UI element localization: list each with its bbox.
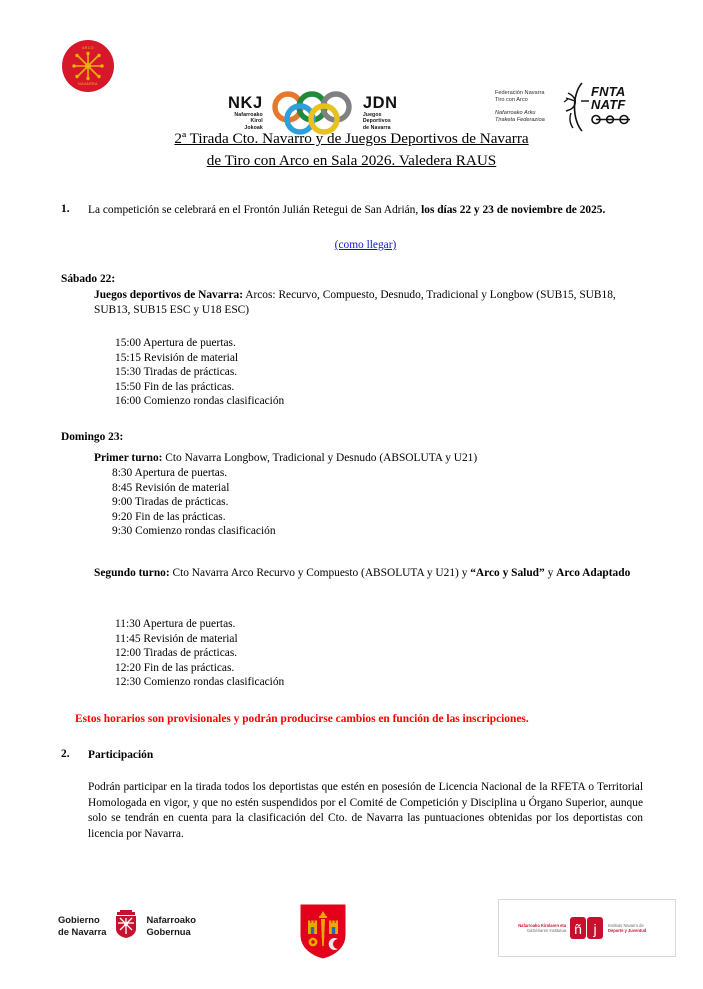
gobierno-eu-line-1: Nafarroako xyxy=(146,914,196,926)
fnta-es-line-2: Tiro con Arco xyxy=(495,96,528,103)
gobierno-es-line-2: de Navarra xyxy=(58,925,107,937)
gobierno-es-line-1: Gobierno xyxy=(58,914,100,926)
sunday-turno2-line xyxy=(94,566,643,581)
nkj-abbreviation: NKJ xyxy=(228,94,263,113)
archer-bow-icon xyxy=(560,80,590,134)
schedule-item: 8:30 Apertura de puertas. xyxy=(112,467,228,479)
nkj-line-2: Kirol xyxy=(250,118,263,125)
saturday-turno-text: Arcos: Recurvo, Compuesto, Desnudo, Tradicional y Longbow (SUB15, SUB18, SUB13, SUB15 ESC y U18 ESC) xyxy=(94,289,616,316)
sunday-turno2-label: Segundo turno: xyxy=(94,567,170,579)
jdn-abbreviation: JDN xyxy=(362,94,398,113)
saturday-turno-line xyxy=(94,288,647,317)
navarra-shield-icon xyxy=(112,907,140,944)
svg-text:j: j xyxy=(593,921,597,937)
jdn-line-3: de Navarra xyxy=(362,124,391,131)
schedule-item: 9:30 Comienzo rondas clasificación xyxy=(112,525,276,538)
footer-logos xyxy=(0,895,703,965)
sunday-turno1-schedule-list xyxy=(112,466,276,539)
saturday-heading: Sábado 22: xyxy=(61,273,116,285)
indj-cube-icon xyxy=(569,915,605,941)
sunday-turno1-label: Primer turno: xyxy=(94,452,163,464)
sunday-heading: Domingo 23: xyxy=(61,431,124,443)
schedule-item: 11:30 Apertura de puertas. xyxy=(115,618,236,630)
saturday-schedule-list xyxy=(115,336,284,409)
navarra-chains-icon xyxy=(71,51,105,81)
provisional-schedule-notice: Estos horarios son provisionales y podrán producirse cambios en función de las inscripciones. xyxy=(75,713,529,725)
item-1-text-plain: La competición se celebrará en el Frontón Julián Retegui de San Adrián, xyxy=(88,204,422,216)
schedule-item: 16:00 Comienzo rondas clasificación xyxy=(115,395,285,408)
tower-right xyxy=(329,921,338,935)
schedule-item: 12:20 Fin de las prácticas. xyxy=(115,661,235,674)
san-adrian-coat-of-arms xyxy=(297,901,349,966)
indj-es-text xyxy=(608,923,670,933)
fnta-eu-line-1: Nafarroako Arku xyxy=(495,110,536,116)
list-number-2: 2. xyxy=(61,748,70,760)
indj-eu-text xyxy=(504,923,566,933)
sunday-turno1-text: Cto Navarra Longbow, Tradicional y Desnudo (ABSOLUTA y U21) xyxy=(162,452,478,464)
tower-left xyxy=(308,921,317,935)
indj-eu-bold: Nafarroako Kirolaren eta xyxy=(518,922,566,928)
header-logos xyxy=(0,36,703,131)
indj-eu-plain: Gazteriaren Institutua xyxy=(526,928,566,933)
item-2-heading: Participación xyxy=(88,749,154,761)
schedule-item: 12:00 Tiradas de prácticas. xyxy=(115,647,238,660)
como-llegar-link[interactable]: (como llegar) xyxy=(334,239,397,251)
indj-es-bold: Deporte y Juventud xyxy=(608,928,647,933)
schedule-item: 15:15 Revisión de material xyxy=(115,351,239,364)
page-title xyxy=(60,128,643,171)
instituto-navarro-deporte-juventud-logo xyxy=(498,899,676,957)
item-2-paragraph: Podrán participar en la tirada todos los deportistas que estén en posesión de Licencia Nacional de la RFETA o Territorial Homologada en vigor, y que no estén suspendidos por el Comité de Competición y Disciplina u Órgano Superior, aunque solo se tendrán en cuenta para la clasificación del Cto. de Navarra las puntuaciones obtenidas por los deportistas con licencia por Navarra. xyxy=(88,781,643,840)
navarra-seal-logo xyxy=(62,40,118,96)
indj-es-plain: Instituto Navarro de xyxy=(608,922,644,928)
navarra-seal-top-text: ARCO xyxy=(82,46,94,50)
jdn-text-block xyxy=(363,95,398,130)
saturday-turno-label: Juegos deportivos de Navarra: xyxy=(94,289,244,301)
sunday-turno2-schedule-list xyxy=(115,617,284,690)
sunday-turno2-bold-a: “Arco y Salud” xyxy=(470,567,545,579)
schedule-item: 11:45 Revisión de material xyxy=(115,632,238,645)
schedule-item: 8:45 Revisión de material xyxy=(112,481,230,494)
item-1-paragraph xyxy=(88,203,643,218)
schedule-item: 15:50 Fin de las prácticas. xyxy=(115,380,235,393)
schedule-item: 15:30 Tiradas de prácticas. xyxy=(115,366,238,379)
como-llegar-container xyxy=(88,239,643,251)
nkj-line-3: Jokoak xyxy=(244,124,263,131)
gobierno-de-navarra-logo xyxy=(58,907,196,944)
schedule-item: 9:00 Tiradas de prácticas. xyxy=(112,496,229,509)
schedule-item: 12:30 Comienzo rondas clasificación xyxy=(115,676,285,689)
fnta-abbreviation-block xyxy=(591,85,635,130)
fnta-text-block xyxy=(495,90,560,125)
sunday-turno2-bold-b: Arco Adaptado xyxy=(556,567,631,579)
fnta-target-chain-icon xyxy=(591,114,635,125)
list-number-1: 1. xyxy=(61,203,70,215)
gobierno-es-text xyxy=(58,914,106,937)
fnta-abbr-line-1: FNTA xyxy=(591,83,626,99)
navarra-seal-circle xyxy=(62,40,114,92)
gobierno-eu-text xyxy=(146,914,196,937)
flower-charge xyxy=(309,938,318,947)
fnta-eu-line-2: Tiraketa Federazioa xyxy=(495,117,545,124)
page-title-line-2: de Tiro con Arco en Sala 2026. Valedera RAUS xyxy=(206,152,497,169)
nkj-line-1: Nafarroako xyxy=(234,112,263,119)
gobierno-eu-line-2: Gobernua xyxy=(146,925,191,937)
svg-text:ñ: ñ xyxy=(574,921,582,937)
schedule-item: 15:00 Apertura de puertas. xyxy=(115,337,236,349)
fnta-es-line-1: Federación Navarra xyxy=(495,89,545,96)
navarra-seal-bottom-text: NAVARRA xyxy=(78,82,98,86)
jdn-line-1: Juegos xyxy=(362,112,382,119)
nkj-text-block xyxy=(228,95,263,130)
page-title-line-1: 2ª Tirada Cto. Navarro y de Juegos Deportivos de Navarra xyxy=(174,130,529,147)
item-1-text-bold: los días 22 y 23 de noviembre de 2025. xyxy=(421,204,606,216)
sunday-turno2-text-a: Cto Navarra Arco Recurvo y Compuesto (ABSOLUTA y U21) y xyxy=(169,567,471,579)
schedule-item: 9:20 Fin de las prácticas. xyxy=(112,510,226,523)
sunday-turno1-line xyxy=(94,451,647,466)
sunday-turno2-text-b: y xyxy=(544,567,557,579)
jdn-line-2: Deportivos xyxy=(362,118,391,125)
fnta-abbr-line-2: NATF xyxy=(591,97,626,112)
